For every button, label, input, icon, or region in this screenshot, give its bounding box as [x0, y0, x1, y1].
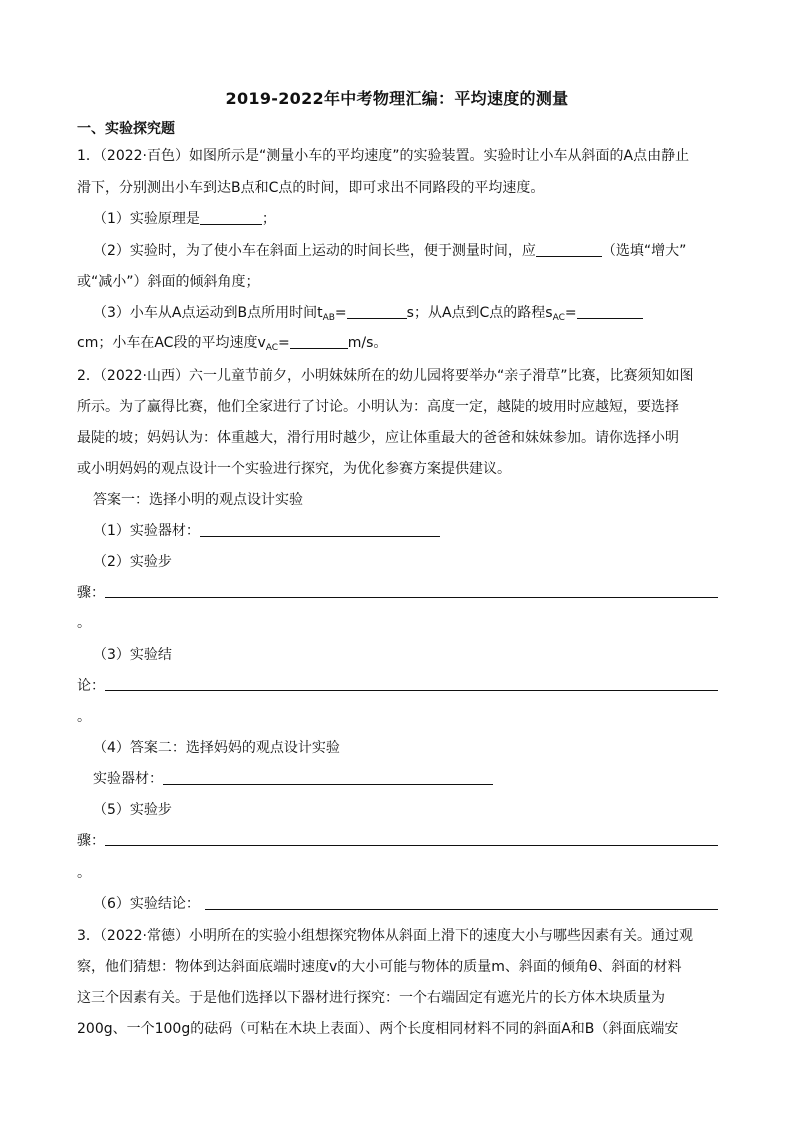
q2-line2: 所示。为了赢得比赛，他们全家进行了讨论。小明认为：高度一定，越陡的坡用时应越短，要选择	[77, 399, 679, 415]
q1-part3-text-a: （3）小车从A点运动到B点所用时间t	[93, 305, 323, 321]
q1-line1: 1．（2022·百色）如图所示是“测量小车的平均速度”的实验装置。实验时让小车从斜面的A点由静止	[77, 148, 690, 164]
subscript-ac: AC	[552, 313, 565, 323]
q2-item1-label: （1）实验器材：	[93, 523, 200, 539]
q1-part3-text-c: s；从A点到C点的路程s	[406, 305, 553, 321]
q1-part2-suffix: （选填“增大”	[601, 243, 687, 259]
q2-item1	[93, 522, 440, 540]
answer-blank[interactable]	[163, 770, 493, 785]
q1-part3-line2-a: cm；小车在AC段的平均速度v	[77, 335, 266, 351]
q2-answer1: 答案一：选择小明的观点设计实验	[93, 492, 303, 508]
q2-period3: 。	[77, 865, 91, 881]
answer-blank[interactable]	[577, 304, 643, 319]
answer-blank[interactable]	[205, 909, 718, 910]
q1-part3-text-b: =	[334, 305, 347, 321]
q2-item5: （5）实验步	[93, 802, 172, 818]
page-title: 2019-2022年中考物理汇编：平均速度的测量	[225, 89, 569, 108]
q1-part3-line2-b: =	[278, 335, 290, 351]
q2-item3-cont: 论：	[77, 678, 105, 694]
q2-item6: （6）实验结论：	[93, 896, 200, 912]
q3-line1: 3．（2022·常德）小明所在的实验小组想探究物体从斜面上滑下的速度大小与哪些因素有关。通过观	[77, 928, 693, 944]
q1-part2-line2: 或“减小”）斜面的倾斜角度；	[77, 274, 260, 290]
q2-item2-cont: 骤：	[77, 585, 105, 601]
q2-line4: 或小明妈妈的观点设计一个实验进行探究，为优化参赛方案提供建议。	[77, 461, 511, 477]
answer-blank[interactable]	[105, 597, 718, 598]
q1-part1	[93, 210, 276, 228]
answer-blank[interactable]	[200, 210, 262, 225]
subscript-ab: AB	[322, 313, 335, 323]
q2-item4-equip	[93, 770, 493, 788]
q1-part1-suffix: ；	[261, 211, 276, 227]
q1-part2	[93, 242, 686, 260]
q2-line3: 最陡的坡；妈妈认为：体重越大，滑行用时越少，应让体重最大的爸爸和妹妹参加。请你选择小明	[77, 430, 679, 446]
q1-part3-text-d: =	[564, 305, 577, 321]
q2-item4: （4）答案二：选择妈妈的观点设计实验	[93, 740, 340, 756]
q2-item5-cont: 骤：	[77, 833, 105, 849]
q3-line2: 察，他们猜想：物体到达斜面底端时速度v的大小可能与物体的质量m、斜面的倾角θ、斜面的材料	[77, 959, 682, 975]
q1-part3	[93, 304, 643, 322]
q2-period2: 。	[77, 709, 91, 725]
subscript-ac: AC	[265, 343, 279, 353]
q2-item2: （2）实验步	[93, 554, 172, 570]
q2-item4-equip-label: 实验器材：	[93, 771, 163, 787]
q1-part1-prefix: （1）实验原理是	[93, 211, 200, 227]
q1-part3-line2	[77, 334, 387, 352]
answer-blank[interactable]	[536, 242, 602, 257]
answer-blank[interactable]	[105, 845, 718, 846]
q2-item3: （3）实验结	[93, 647, 172, 663]
answer-blank[interactable]	[105, 690, 718, 691]
answer-blank[interactable]	[290, 334, 348, 349]
q2-period1: 。	[77, 615, 91, 631]
q2-line1: 2．（2022·山西）六一儿童节前夕，小明妹妹所在的幼儿园将要举办“亲子滑草”比赛，比赛须知如图	[77, 368, 694, 384]
q1-part3-line2-c: m/s。	[347, 335, 388, 351]
answer-blank[interactable]	[347, 304, 407, 319]
q1-line2: 滑下，分别测出小车到达B点和C点的时间，即可求出不同路段的平均速度。	[77, 180, 545, 196]
answer-blank[interactable]	[200, 522, 440, 537]
q3-line3: 这三个因素有关。于是他们选择以下器材进行探究：一个右端固定有遮光片的长方体木块质量为	[77, 990, 665, 1006]
q1-part2-prefix: （2）实验时，为了使小车在斜面上运动的时间长些，便于测量时间，应	[93, 243, 536, 259]
section-heading: 一、实验探究题	[77, 121, 175, 137]
q3-line4: 200g、一个100g的砝码（可粘在木块上表面）、两个长度相同材料不同的斜面A和B（斜面底端安	[77, 1021, 679, 1037]
